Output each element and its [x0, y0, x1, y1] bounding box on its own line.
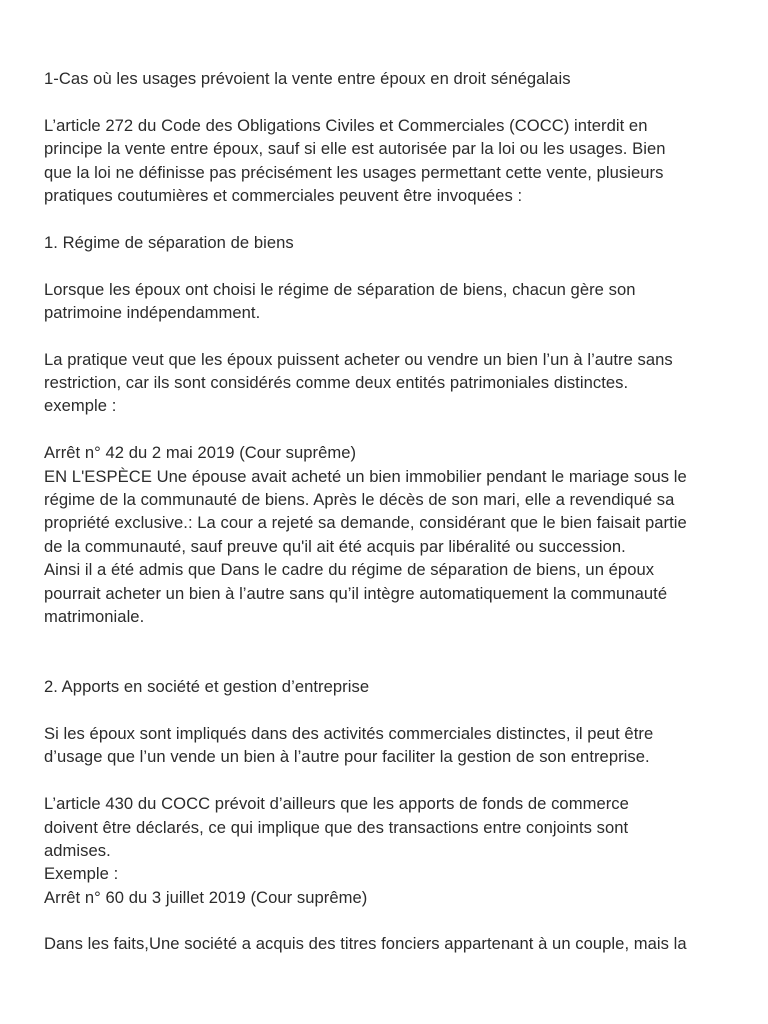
paragraph-line: Ainsi il a été admis que Dans le cadre du régime de séparation de biens, un époux [44, 560, 655, 580]
paragraph-line: Si les époux sont impliqués dans des activités commerciales distinctes, il peut être [44, 723, 654, 743]
paragraph-line: propriété exclusive.: La cour a rejeté sa demande, considérant que le bien faisait partie [44, 513, 687, 533]
paragraph-line: que la loi ne définisse pas précisément les usages permettant cette vente, plusieurs [44, 162, 664, 182]
paragraph-line: principe la vente entre époux, sauf si elle est autorisée par la loi ou les usages. Bien [44, 139, 666, 159]
paragraph-line: pourrait acheter un bien à l’autre sans qu’il intègre automatiquement la communauté [44, 583, 668, 603]
blank-line [44, 652, 734, 675]
paragraph-line: de la communauté, sauf preuve qu'il ait été acquis par libéralité ou succession. [44, 536, 626, 556]
section-heading: 1-Cas où les usages prévoient la vente entre époux en droit sénégalais [44, 69, 571, 88]
paragraph-line: matrimoniale. [44, 606, 145, 626]
paragraph-line: EN L'ESPÈCE Une épouse avait acheté un bien immobilier pendant le mariage sous le [44, 466, 687, 486]
blank-line [44, 769, 734, 792]
paragraph-line: L’article 430 du COCC prévoit d’ailleurs que les apports de fonds de commerce [44, 794, 629, 814]
blank-line [44, 699, 734, 722]
paragraph-line: régime de la communauté de biens. Après le décès de son mari, elle a revendiqué sa [44, 490, 675, 510]
case-reference: Arrêt n° 60 du 3 juillet 2019 (Cour suprême) [44, 887, 368, 907]
blank-line [44, 628, 734, 651]
blank-line [44, 90, 734, 113]
paragraph-line: L’article 272 du Code des Obligations Civiles et Commerciales (COCC) interdit en [44, 115, 648, 135]
paragraph-line: doivent être déclarés, ce qui implique que des transactions entre conjoints sont [44, 817, 629, 837]
subheading: 2. Apports en société et gestion d’entreprise [44, 677, 370, 697]
blank-line [44, 418, 734, 441]
blank-line [44, 324, 734, 347]
document-body [44, 67, 734, 956]
blank-line [44, 207, 734, 230]
paragraph-line: Lorsque les époux ont choisi le régime de séparation de biens, chacun gère son [44, 279, 636, 299]
paragraph-line: admises. [44, 840, 111, 860]
paragraph-line: exemple : [44, 396, 117, 416]
blank-line [44, 254, 734, 277]
paragraph-line: patrimoine indépendamment. [44, 302, 261, 322]
subheading: 1. Régime de séparation de biens [44, 232, 294, 252]
paragraph-line: pratiques coutumières et commerciales peuvent être invoquées : [44, 185, 523, 205]
case-reference: Arrêt n° 42 du 2 mai 2019 (Cour suprême) [44, 443, 357, 463]
paragraph-line: Dans les faits,Une société a acquis des titres fonciers appartenant à un couple, mais la [44, 934, 687, 954]
paragraph-line: d’usage que l’un vende un bien à l’autre pour faciliter la gestion de son entreprise. [44, 747, 650, 767]
paragraph-line: restriction, car ils sont considérés comme deux entités patrimoniales distinctes. [44, 373, 629, 393]
paragraph-line: La pratique veut que les époux puissent acheter ou vendre un bien l’un à l’autre sans [44, 349, 673, 369]
blank-line [44, 909, 734, 932]
paragraph-line: Exemple : [44, 864, 119, 884]
